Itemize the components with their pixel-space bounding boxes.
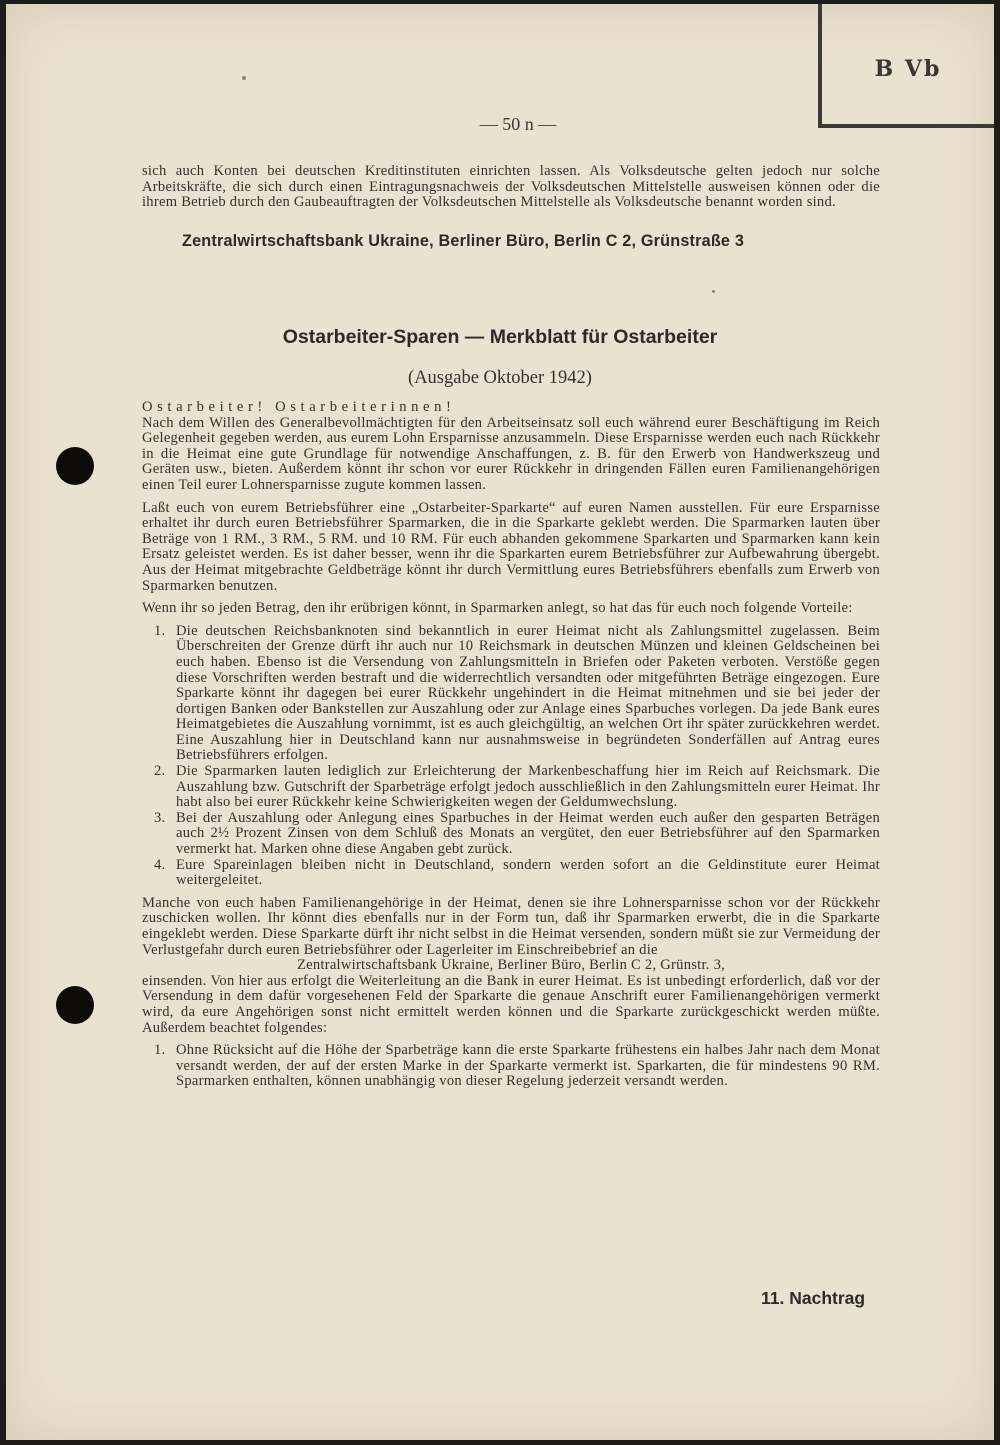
send-paragraph: einsenden. Von hier aus erfolgt die Weiterleitung an die Bank in eurer Heimat. Es ist unbedingt erforderlich, daß vor der Versendung in dem dafür vorgesehenen Feld der Sparkarte die genaue Anschrift eurer Familienangehörigen vermerkt wird, da eure Angehörigen sonst nicht ermittelt werden können und die Sparkarte zurückgeschickt werden müßte. Außerdem beachtet folgendes: (142, 972, 880, 1036)
list-item (142, 624, 880, 764)
notes-list (142, 1043, 880, 1090)
paper-speck (712, 290, 715, 293)
list-item-number: 1. (154, 1042, 166, 1059)
list-item-text: Die deutschen Reichsbanknoten sind bekanntlich in eurer Heimat nicht als Zahlungsmittel zugelassen. Beim Überschreiten der Grenze dürft ihr auch nur 10 Reichsmark in deutschen Münzen und kleinen Geldscheinen bei euch haben. Ebenso ist die Versendung von Zahlungsmitteln in Briefen oder Paketen verboten. Verstöße gegen diese Vorschriften werden bestraft und die widerrechtlich versandten oder mitgeführten Beträge eingezogen. Eure Sparkarte könnt ihr dagegen bei eurer Rückkehr ungehindert in die Heimat mitnehmen und sie bei jeder der dortigen Banken oder Bankstellen zur Auszahlung oder zur Anlage eines Sparbuches vorlegen. Da jede Bank eures Heimatgebietes die Auszahlung vornimmt, ist es auch gleichgültig, an welchen Ort ihr später zurückkehren werdet. Eine Auszahlung hier in Deutschland kann nur ausnahmsweise in begründeten Sonderfällen auf Antrag eures Betriebsführers erfolgen. (176, 622, 880, 764)
list-item (142, 858, 880, 889)
list-item (142, 811, 880, 858)
classification-box (818, 4, 994, 128)
punch-hole-bottom (56, 986, 94, 1024)
list-item-text: Die Sparmarken lauten lediglich zur Erleichterung der Markenbeschaffung hier im Reich auf Reichsmark. Die Auszahlung bzw. Gutschrift der Sparbeträge erfolgt jedoch ausschließlich in den Zahlungsmitteln eurer Heimat. Ihr habt also bei eurer Rückkehr keine Schwierigkeiten wegen der Geldumwechslung. (176, 763, 880, 811)
list-item-text: Bei der Auszahlung oder Anlegung eines Sparbuches in der Heimat werden euch außer den gesparten Beträgen auch 2½ Prozent Zinsen von dem Schluß des Monats an vergütet, den euer Betriebsführer auf den Sparmarken vermerkt hat. Marken ohne diese Angaben gebt zurück. (176, 809, 880, 858)
punch-hole-top (56, 447, 94, 485)
body-paragraph: Laßt euch von eurem Betriebsführer eine „Ostarbeiter-Sparkarte“ auf euren Namen ausstellen. Für eure Ersparnisse erhaltet ihr durch euren Betriebsführer Sparmarken, die in die Sparkarte geklebt werden. Die Sparmarken lauten über Beträge von 1 RM., 3 RM., 5 RM. und 10 RM. Für euch abhanden gekommene Sparkarten und Sparmarken kann kein Ersatz geleistet werden. Es ist daher besser, wenn ihr die Sparkarten eurem Betriebsführer zur Aufbewahrung übergebt. Aus der Heimat mitgebrachte Geldbeträge könnt ihr durch Vermittlung eures Betriebsführers ebenfalls zum Erwerb von Sparmarken benutzen. (142, 499, 880, 594)
list-item-text: Eure Spareinlagen bleiben nicht in Deutschland, sondern werden sofort an die Geldinstitute eurer Heimat weitergeleitet. (176, 856, 880, 889)
intro-section (142, 164, 880, 211)
document-page (6, 4, 994, 1440)
supplement-label: 11. Nachtrag (761, 1288, 866, 1308)
classification-label: B Vb (874, 56, 942, 82)
bank-address-heading: Zentralwirtschaftsbank Ukraine, Berliner Büro, Berlin C 2, Grünstraße 3 (182, 232, 745, 250)
document-title: Ostarbeiter-Sparen — Merkblatt für Ostarbeiter (282, 326, 718, 348)
list-item-number: 4. (154, 856, 166, 873)
advantages-list (142, 624, 880, 889)
list-item-number: 1. (154, 622, 166, 639)
document-subtitle: (Ausgabe Oktober 1942) (408, 368, 592, 388)
salutation: Ostarbeiter! Ostarbeiterinnen! (142, 399, 456, 415)
list-item (142, 764, 880, 811)
intro-paragraph: sich auch Konten bei deutschen Kreditinstituten einrichten lassen. Als Volksdeutsche gelten jedoch nur solche Arbeitskräfte, die sich durch einen Eintragungsnachweis der Volksdeutschen Mittelstelle ausweisen können oder die ihrem Betrieb durch den Gaubeauftragten der Volksdeutschen Mittelstelle als Volksdeutsche benannt worden sind. (142, 163, 880, 211)
main-body (142, 400, 880, 1090)
body-paragraph: Wenn ihr so jeden Betrag, den ihr erübrigen könnt, in Sparmarken anlegt, so hat das für euch noch folgende Vorteile: (142, 600, 853, 617)
bank-address-line: Zentralwirtschaftsbank Ukraine, Berliner Büro, Berlin C 2, Grünstr. 3, (296, 957, 726, 974)
body-paragraph: Nach dem Willen des Generalbevollmächtigten für den Arbeitseinsatz soll euch während eurer Beschäftigung im Reich Gelegenheit gegeben werden, aus eurem Lohn Ersparnisse anzusammeln. Diese Ersparnisse werden euch nach Rückkehr in die Heimat eine gute Grundlage für notwendige Anschaffungen, z. B. für den Erwerb von Handwerkszeug und Geräten usw., bieten. Außerdem könnt ihr schon vor eurer Rückkehr in dringenden Fällen euren Familienangehörigen einen Teil eurer Lohnersparnisse zugute kommen lassen. (142, 414, 880, 493)
family-paragraph: Manche von euch haben Familienangehörige in der Heimat, denen sie ihre Lohnersparnisse schon vor der Rückkehr zuschicken wollen. Ihr könnt dies ebenfalls nur in der Form tun, daß ihr Sparmarken erwerbt, die in die Sparkarte eingeklebt werden. Diese Sparkarte dürft ihr nicht selbst in die Heimat versenden, sondern müßt sie zur Vermeidung der Verlustgefahr durch euren Betriebsführer oder Lagerleiter im Einschreibebrief an die (142, 894, 880, 958)
list-item-text: Ohne Rücksicht auf die Höhe der Sparbeträge kann die erste Sparkarte frühestens ein halbes Jahr nach dem Monat versandt werden, der auf der ersten Marke in der Sparkarte vermerkt ist. Sparkarten, die für mindestens 90 RM. Sparmarken enthalten, können unabhängig von dieser Regelung jederzeit versandt werden. (176, 1042, 880, 1090)
list-item-number: 3. (154, 809, 166, 826)
list-item-number: 2. (154, 763, 166, 780)
paper-speck (242, 76, 246, 80)
list-item (142, 1043, 880, 1090)
page-number: — 50 n — (479, 114, 557, 134)
